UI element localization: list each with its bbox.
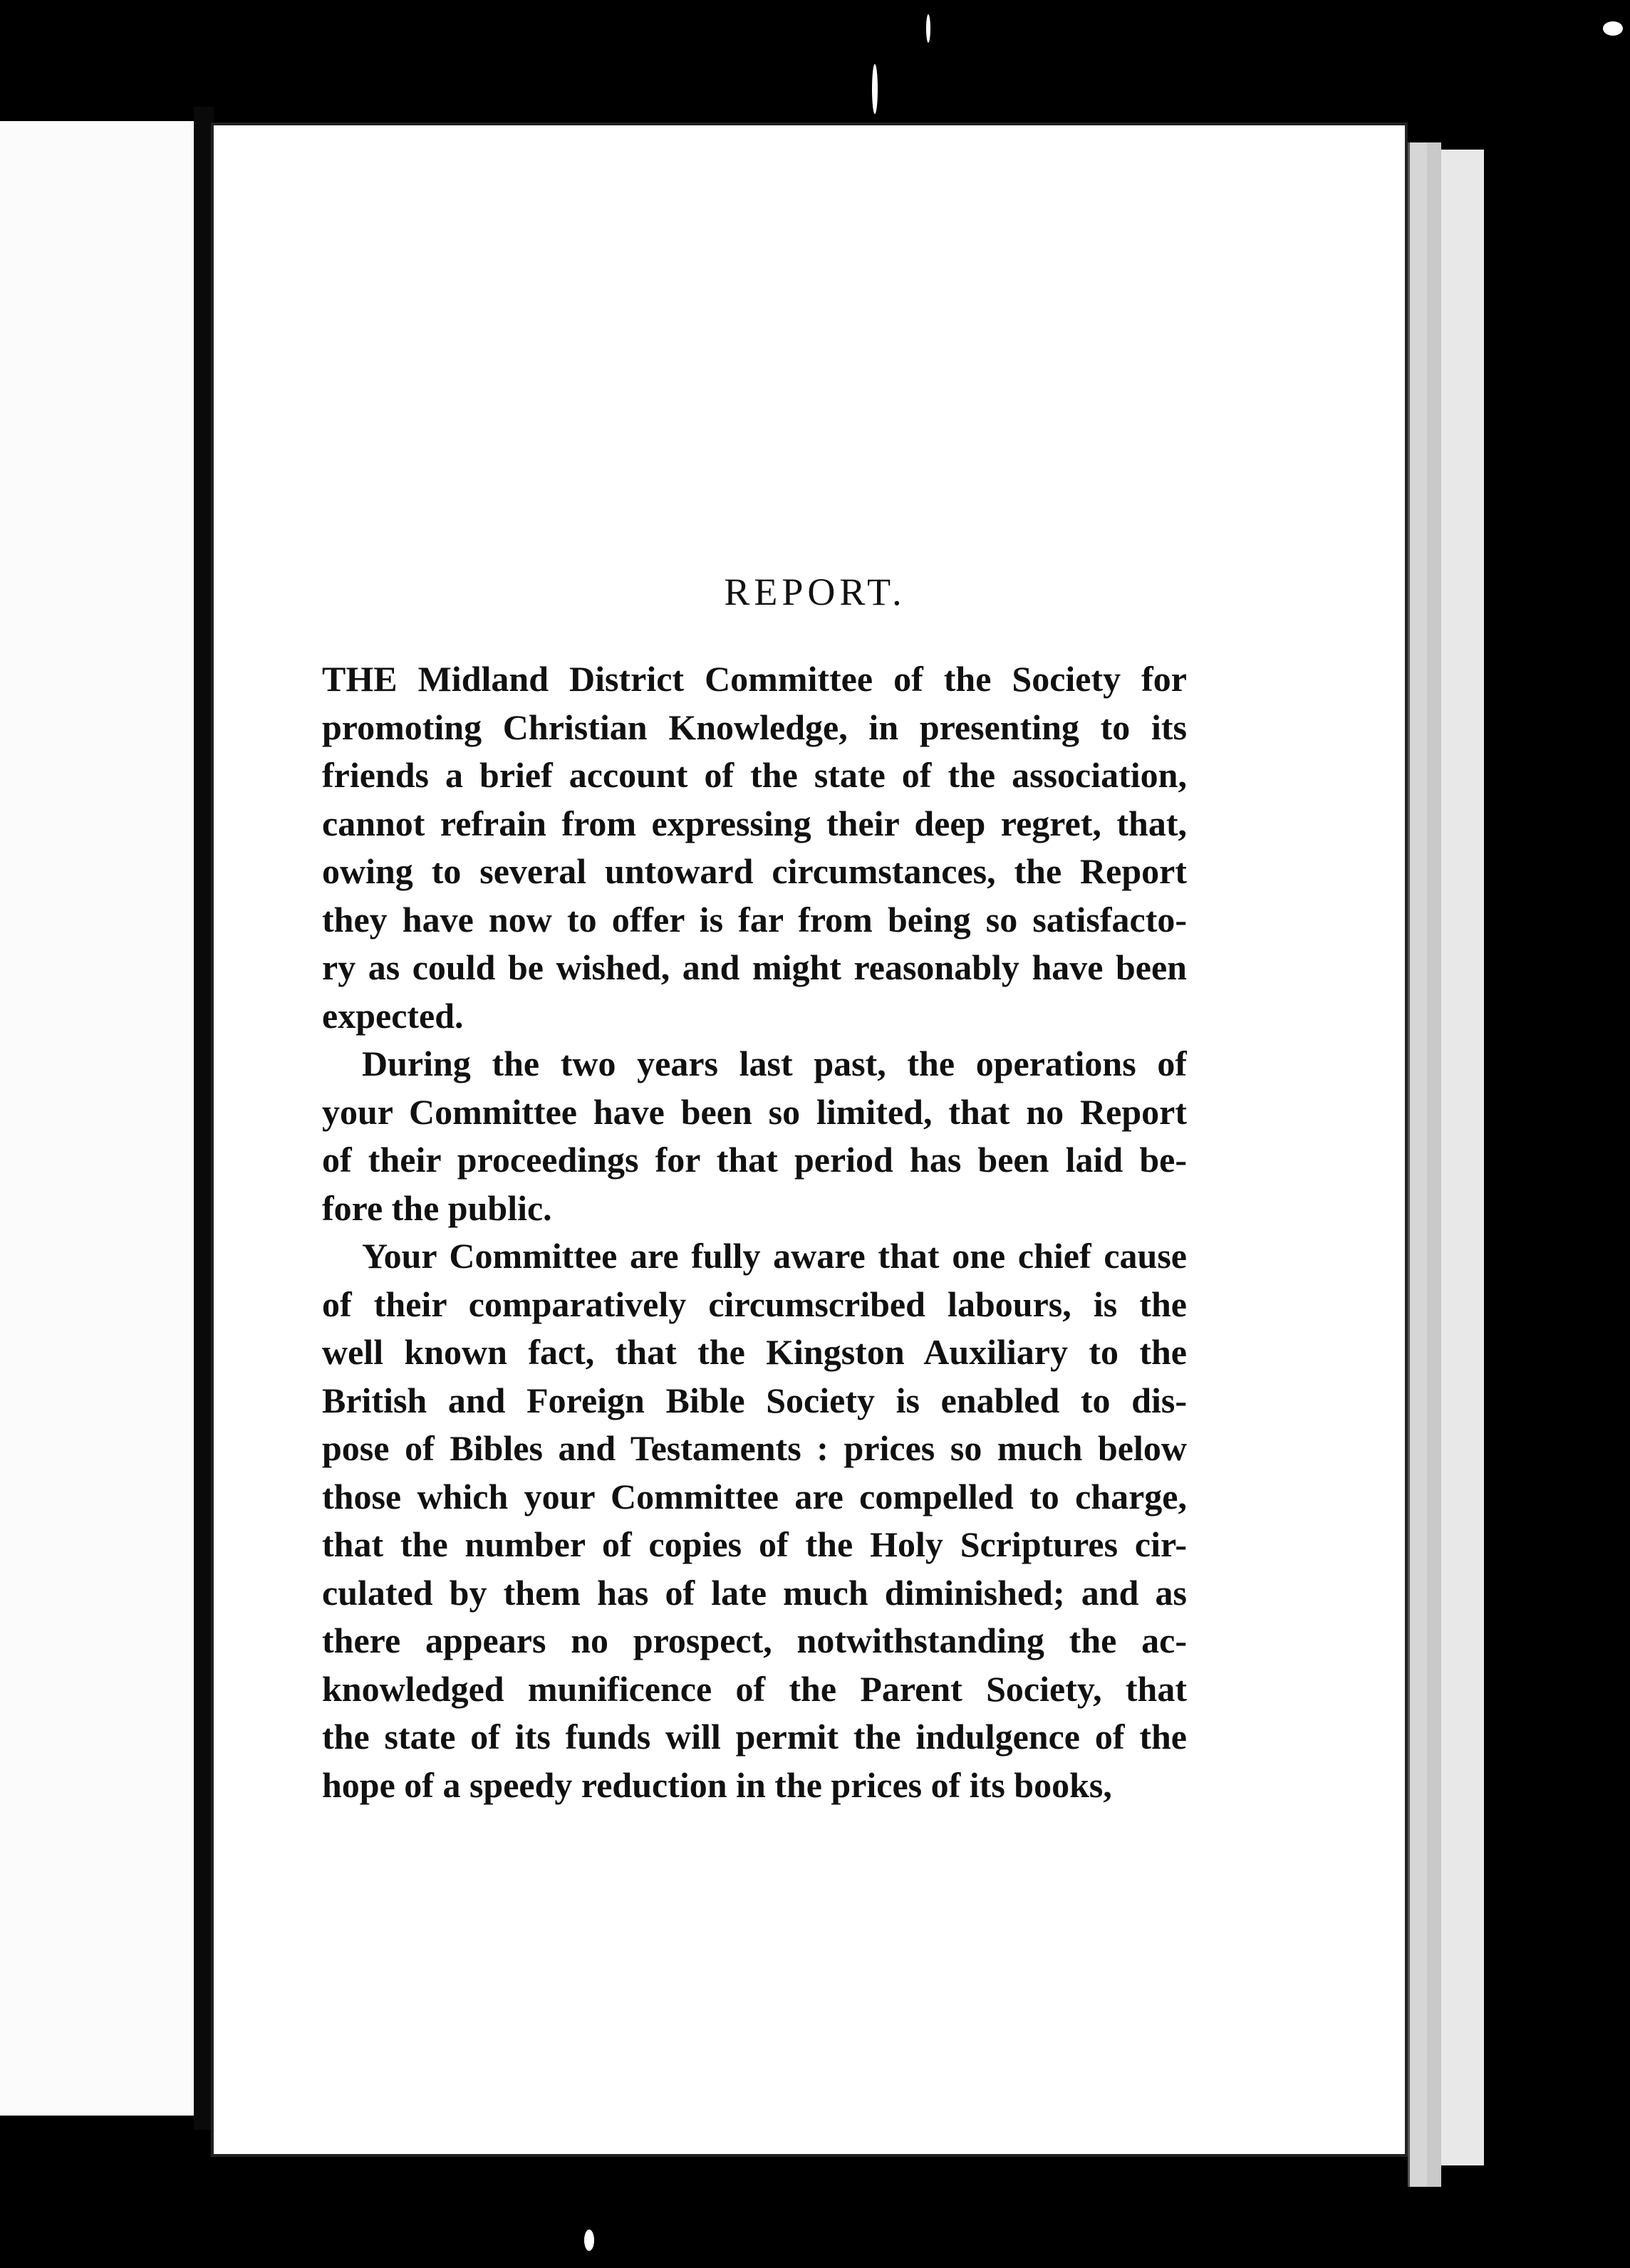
text-line: Your Committee are fully aware that one chief cause — [362, 1236, 1187, 1276]
report-body — [322, 655, 1187, 1809]
text-line: cannot refrain from expressing their deep regret, that, — [322, 803, 1187, 843]
text-line: that the number of copies of the Holy Scriptures cir- — [322, 1524, 1187, 1564]
scan-speck — [584, 2230, 594, 2251]
text-line: owing to several untoward circumstances, the Report — [322, 851, 1187, 891]
text-line: there appears no prospect, notwithstanding the ac- — [322, 1621, 1187, 1660]
text-line: pose of Bibles and Testaments : prices so much below — [322, 1428, 1187, 1468]
text-line: the state of its funds will permit the indulgence of the — [322, 1717, 1187, 1757]
text-line: your Committee have been so limited, that no Report — [322, 1091, 1187, 1132]
text-line: During the two years last past, the operations of — [362, 1044, 1187, 1083]
text-line: friends a brief account of the state of the association, — [322, 755, 1187, 795]
text-line: British and Foreign Bible Society is enabled to dis- — [322, 1380, 1187, 1420]
text-line: culated by them has of late much diminished; and as — [322, 1572, 1187, 1613]
scan-speck — [1603, 21, 1623, 36]
text-line: of their comparatively circumscribed labours, is the — [322, 1284, 1187, 1324]
text-line: those which your Committee are compelled to charge, — [322, 1476, 1187, 1517]
page-edge — [1439, 150, 1484, 2165]
text-line: fore the public. — [322, 1187, 552, 1228]
paragraph — [322, 1232, 1187, 1809]
text-line: hope of a speedy reduction in the prices of its books, — [322, 1764, 1112, 1805]
scan-speck — [872, 64, 878, 114]
facing-page — [0, 121, 199, 2116]
text-line: knowledged munificence of the Parent Society, that — [322, 1668, 1187, 1709]
page-edge — [1425, 142, 1441, 2187]
paragraph — [322, 1040, 1187, 1232]
text-line: of their proceedings for that period has been laid be- — [322, 1140, 1187, 1180]
paragraph — [322, 655, 1187, 1040]
page-edge — [1408, 142, 1427, 2187]
text-line: expected. — [322, 995, 464, 1036]
text-line: well known fact, that the Kingston Auxiliary to the — [322, 1332, 1187, 1372]
page-title: REPORT. — [724, 571, 906, 613]
text-line: promoting Christian Knowledge, in presenting to its — [322, 707, 1187, 747]
text-line: they have now to offer is far from being so satisfacto- — [322, 899, 1187, 940]
text-line: ry as could be wished, and might reasonably have been — [322, 947, 1187, 987]
text-line: THE Midland District Committee of the Society for — [322, 659, 1187, 699]
scan-speck — [926, 14, 930, 43]
